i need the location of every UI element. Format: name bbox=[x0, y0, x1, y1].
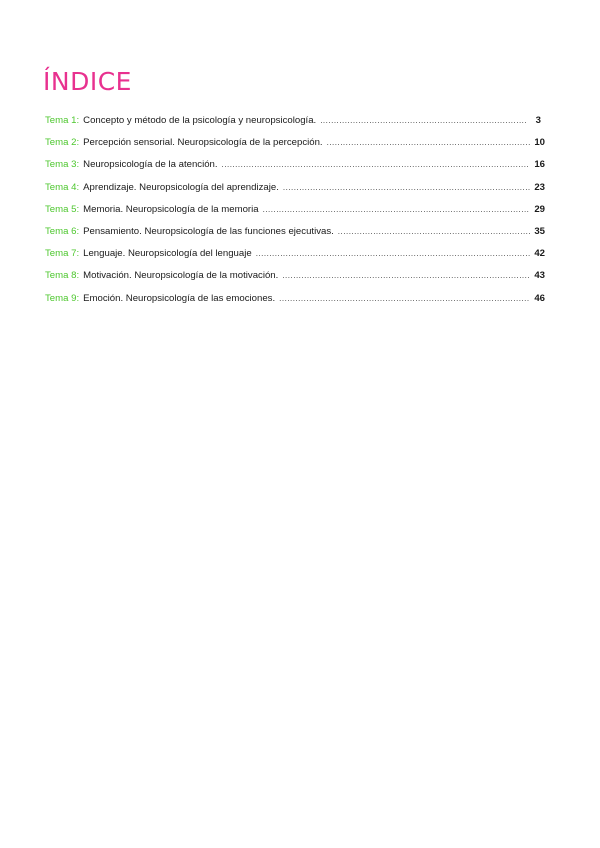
toc-entry-tema-1[interactable] bbox=[45, 110, 545, 132]
toc-entry-tema-4[interactable] bbox=[45, 177, 545, 199]
toc-entry-tema-3[interactable] bbox=[45, 154, 545, 176]
toc-entry-label: Tema 9: bbox=[45, 292, 80, 304]
toc-entry-text: Concepto y método de la psicología y neuropsicología. bbox=[83, 115, 317, 126]
toc-entry-tema-6[interactable] bbox=[45, 221, 545, 243]
dot-leader bbox=[263, 199, 531, 221]
toc-entry-page: 29 bbox=[534, 203, 545, 215]
dot-leader bbox=[222, 154, 531, 176]
toc-entry-tema-2[interactable] bbox=[45, 132, 545, 154]
toc-entry-page: 42 bbox=[534, 248, 545, 260]
page-title: ÍNDICE bbox=[43, 67, 132, 96]
toc-entry-text: Pensamiento. Neuropsicología de las funciones ejecutivas. bbox=[83, 225, 334, 237]
table-of-contents bbox=[45, 110, 545, 310]
toc-entry-label: Tema 7: bbox=[45, 248, 80, 260]
toc-entry-text: Memoria. Neuropsicología de la memoria bbox=[83, 203, 259, 215]
dot-leader bbox=[320, 110, 527, 132]
toc-entry-page: 16 bbox=[534, 159, 545, 171]
dot-leader bbox=[282, 265, 530, 287]
toc-entry-page: 43 bbox=[534, 270, 545, 282]
toc-entry-label: Tema 3: bbox=[45, 159, 80, 171]
toc-entry-text: Lenguaje. Neuropsicología del lenguaje bbox=[83, 248, 252, 260]
dot-leader bbox=[338, 221, 531, 243]
toc-entry-tema-8[interactable] bbox=[45, 265, 545, 287]
toc-entry-text: Aprendizaje. Neuropsicología del aprendizaje. bbox=[83, 181, 279, 193]
toc-entry-page: 46 bbox=[534, 292, 545, 304]
dot-leader bbox=[256, 243, 531, 265]
toc-entry-label: Tema 1: bbox=[45, 115, 80, 126]
toc-entry-page: 10 bbox=[534, 137, 545, 149]
toc-entry-label: Tema 4: bbox=[45, 181, 80, 193]
toc-entry-tema-9[interactable] bbox=[45, 288, 545, 310]
toc-entry-text: Emoción. Neuropsicología de las emociones. bbox=[83, 292, 276, 304]
toc-entry-text: Motivación. Neuropsicología de la motivación. bbox=[83, 270, 279, 282]
dot-leader bbox=[279, 288, 530, 310]
toc-entry-tema-5[interactable] bbox=[45, 199, 545, 221]
toc-entry-label: Tema 6: bbox=[45, 225, 80, 237]
toc-entry-label: Tema 5: bbox=[45, 203, 80, 215]
toc-entry-text: Percepción sensorial. Neuropsicología de la percepción. bbox=[83, 137, 323, 149]
toc-entry-page: 35 bbox=[534, 225, 545, 237]
dot-leader bbox=[327, 132, 531, 154]
toc-entry-text: Neuropsicología de la atención. bbox=[83, 159, 218, 171]
toc-entry-label: Tema 2: bbox=[45, 137, 80, 149]
toc-entry-label: Tema 8: bbox=[45, 270, 80, 282]
dot-leader bbox=[283, 177, 530, 199]
toc-entry-tema-7[interactable] bbox=[45, 243, 545, 265]
toc-entry-page: 3 bbox=[535, 115, 541, 126]
toc-entry-page: 23 bbox=[534, 181, 545, 193]
